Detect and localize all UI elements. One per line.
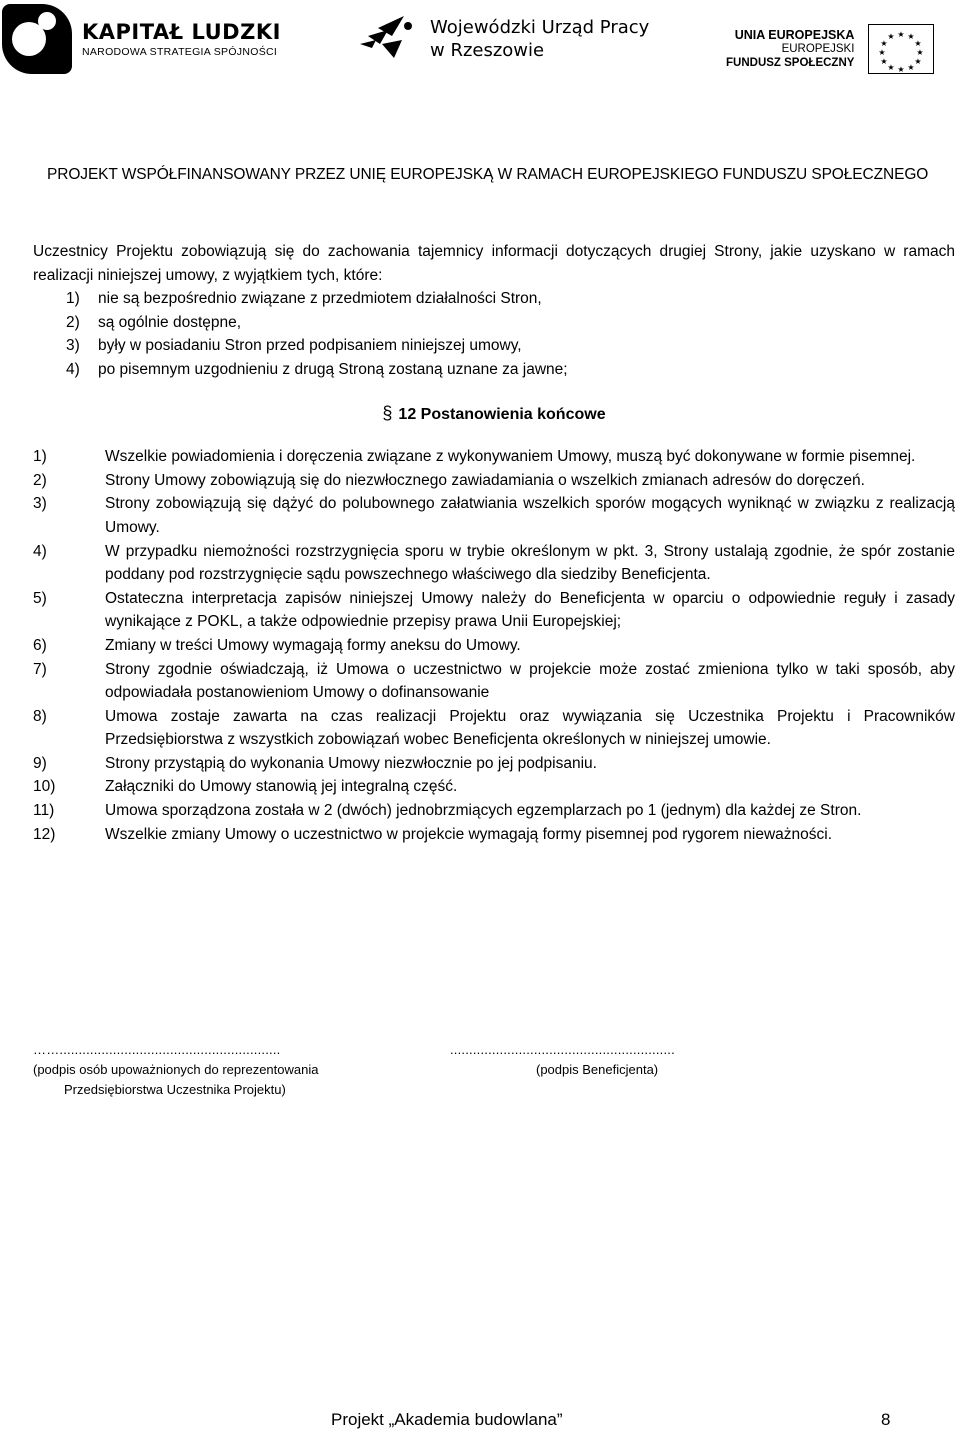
wup-title-line2: w Rzeszowie [430,40,545,61]
final-provisions-list [33,445,955,846]
ue-subtitle-1: EUROPEJSKI [781,43,855,55]
list-item: 11) Umowa sporządzona została w 2 (dwóch) jednobrzmiących egzemplarzach po 1 (jednym) dla każdej ze Stron. [33,802,862,820]
list-item: 3) były w posiadaniu Stron przed podpisaniem niniejszej umowy, [66,337,522,355]
signature-line: ........................................................... [450,1042,675,1057]
ue-efs-logo [726,24,934,74]
wup-title-line1: Wojewódzki Urząd Pracy [430,17,650,38]
kapital-ludzki-title: KAPITAŁ LUDZKI [82,20,281,44]
signature-line: …….......................................................... [33,1042,281,1057]
document-body [33,240,955,846]
list-item: 1) Wszelkie powiadomienia i doręczenia związane z wykonywaniem Umowy, muszą być dokonywane w formie pisemnej. [33,448,916,466]
confidentiality-paragraph: Uczestnicy Projektu zobowiązują się do zachowania tajemnicy informacji dotyczących drugiej Strony, jakie uzyskano w ramach realizacji niniejszej umowy, z wyjątkiem tych, które: [33,243,955,284]
kapital-ludzki-subtitle: NARODOWA STRATEGIA SPÓJNOŚCI [82,46,278,58]
section-symbol: § [382,402,393,423]
list-item: 6) Zmiany w treści Umowy wymagają formy aneksu do Umowy. [33,636,521,654]
list-item: 2) Strony Umowy zobowiązują się do niezwłocznego zawiadamiania o wszelkich zmianach adresów do doręczeń. [33,471,865,489]
wup-bird-icon [358,14,418,64]
ue-title: UNIA EUROPEJSKA [734,28,855,42]
eu-flag-icon: ★ ★ ★ ★ ★ ★ ★ ★ ★ ★ ★ ★ [868,24,934,74]
ue-subtitle-2: FUNDUSZ SPOŁECZNY [726,57,855,69]
section-heading [33,402,955,427]
list-item: 9) Strony przystąpią do wykonania Umowy niezwłocznie po jej podpisaniu. [33,754,597,772]
list-item: 4) po pisemnym uzgodnieniu z drugą Stroną zostaną uznane za jawne; [66,360,568,378]
list-item: 10) Załączniki do Umowy stanowią jej integralną część. [33,778,458,796]
logo-bar [0,0,960,90]
list-item: 12) Wszelkie zmiany Umowy o uczestnictwo w projekcie wymagają formy pisemnej pod rygorem nieważności. [33,825,833,843]
signature-participant [33,1040,318,1100]
list-item: 3) Strony zobowiązują się dążyć do polubownego załatwiania wszelkich sporów mogących wyniknąć w związku z realizacją Umowy. [33,495,955,536]
signature-caption: Przedsiębiorstwa Uczestnika Projektu) [64,1082,286,1097]
signature-beneficiary [450,1040,675,1080]
confidentiality-list [33,287,955,381]
list-item: 1) nie są bezpośrednio związane z przedmiotem działalności Stron, [66,290,542,308]
page-number: 8 [881,1410,891,1429]
list-item: 4) W przypadku niemożności rozstrzygnięcia sporu w trybie określonym w pkt. 3, Strony ustalają zgodnie, że spór zostanie poddany pod rozstrzygnięcie sądu powszechnego właściwego dla siedziby Beneficjenta. [33,542,955,584]
section-title: 12 Postanowienia końcowe [398,405,606,423]
signature-caption: (podpis osób upoważnionych do reprezentowania [33,1062,319,1077]
list-item: 2) są ogólnie dostępne, [66,313,242,331]
list-item: 5) Ostateczna interpretacja zapisów niniejszej Umowy należy do Beneficjenta w oparciu o odpowiednie reguły i zasady wynikające z POKL, a także odpowiednie przepisy prawa Unii Europejskiej; [33,589,955,631]
footer-project-name: Projekt „Akademia budowlana” [331,1410,563,1429]
signature-caption: (podpis Beneficjenta) [536,1062,659,1077]
wup-logo [358,14,649,64]
list-item: 7) Strony zgodnie oświadczają, iż Umowa o uczestnictwo w projekcie może zostać zmieniona tylko w taki sposób, aby odpowiadała postanowieniom Umowy o dofinansowanie [33,660,955,702]
kapital-ludzki-logo [2,4,281,74]
kapital-ludzki-emblem-icon [2,4,72,74]
list-item: 8) Umowa zostaje zawarta na czas realizacji Projektu oraz wywiązania się Uczestnika Projektu i Pracowników Przedsiębiorstwa z wszystkich zobowiązań wobec Beneficjenta określonych w niniejszej umowie. [33,707,955,749]
page-header: PROJEKT WSPÓŁFINANSOWANY PRZEZ UNIĘ EUROPEJSKĄ W RAMACH EUROPEJSKIEGO FUNDUSZU SPOŁECZNEGO [47,166,929,183]
